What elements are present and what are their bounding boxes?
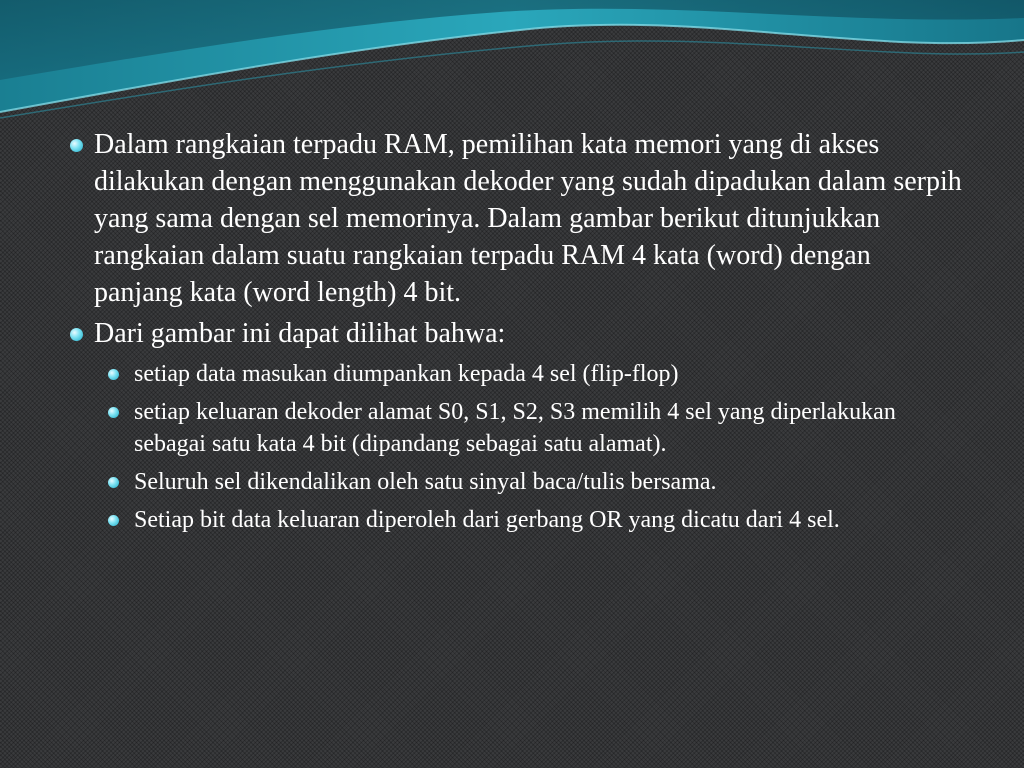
bullet-text: Dari gambar ini dapat dilihat bahwa: [94,318,506,349]
header-wave-decoration [0,0,1024,130]
bullet-item [64,126,964,311]
sub-bullet-item [64,466,964,498]
sub-bullet-text: Seluruh sel dikendalikan oleh satu sinyal baca/tulis bersama. [134,469,717,495]
sub-bullet-text: Setiap bit data keluaran diperoleh dari gerbang OR yang dicatu dari 4 sel. [134,507,840,533]
sub-bullet-dot-icon [108,407,119,418]
sub-bullet-item [64,358,964,390]
slide-body [64,126,964,536]
sub-bullet-item [64,396,964,460]
sub-bullet-text: setiap keluaran dekoder alamat S0, S1, S2, S3 memilih 4 sel yang diperlakukan sebagai satu kata 4 bit (dipandang sebagai satu alamat). [134,399,896,457]
sub-bullet-item [64,504,964,536]
sub-bullet-dot-icon [108,477,119,488]
sub-bullet-dot-icon [108,515,119,526]
bullet-dot-icon [70,328,83,341]
bullet-text: Dalam rangkaian terpadu RAM, pemilihan kata memori yang di akses dilakukan dengan menggunakan dekoder yang sudah dipadukan dalam serpih yang sama dengan sel memorinya. Dalam gambar berikut ditunjukkan rangkaian dalam suatu rangkaian terpadu RAM 4 kata (word) dengan panjang kata (word length) 4 bit. [94,129,962,308]
bullet-dot-icon [70,139,83,152]
bullet-item [64,315,964,352]
sub-bullet-dot-icon [108,369,119,380]
sub-bullet-text: setiap data masukan diumpankan kepada 4 sel (flip-flop) [134,361,679,387]
